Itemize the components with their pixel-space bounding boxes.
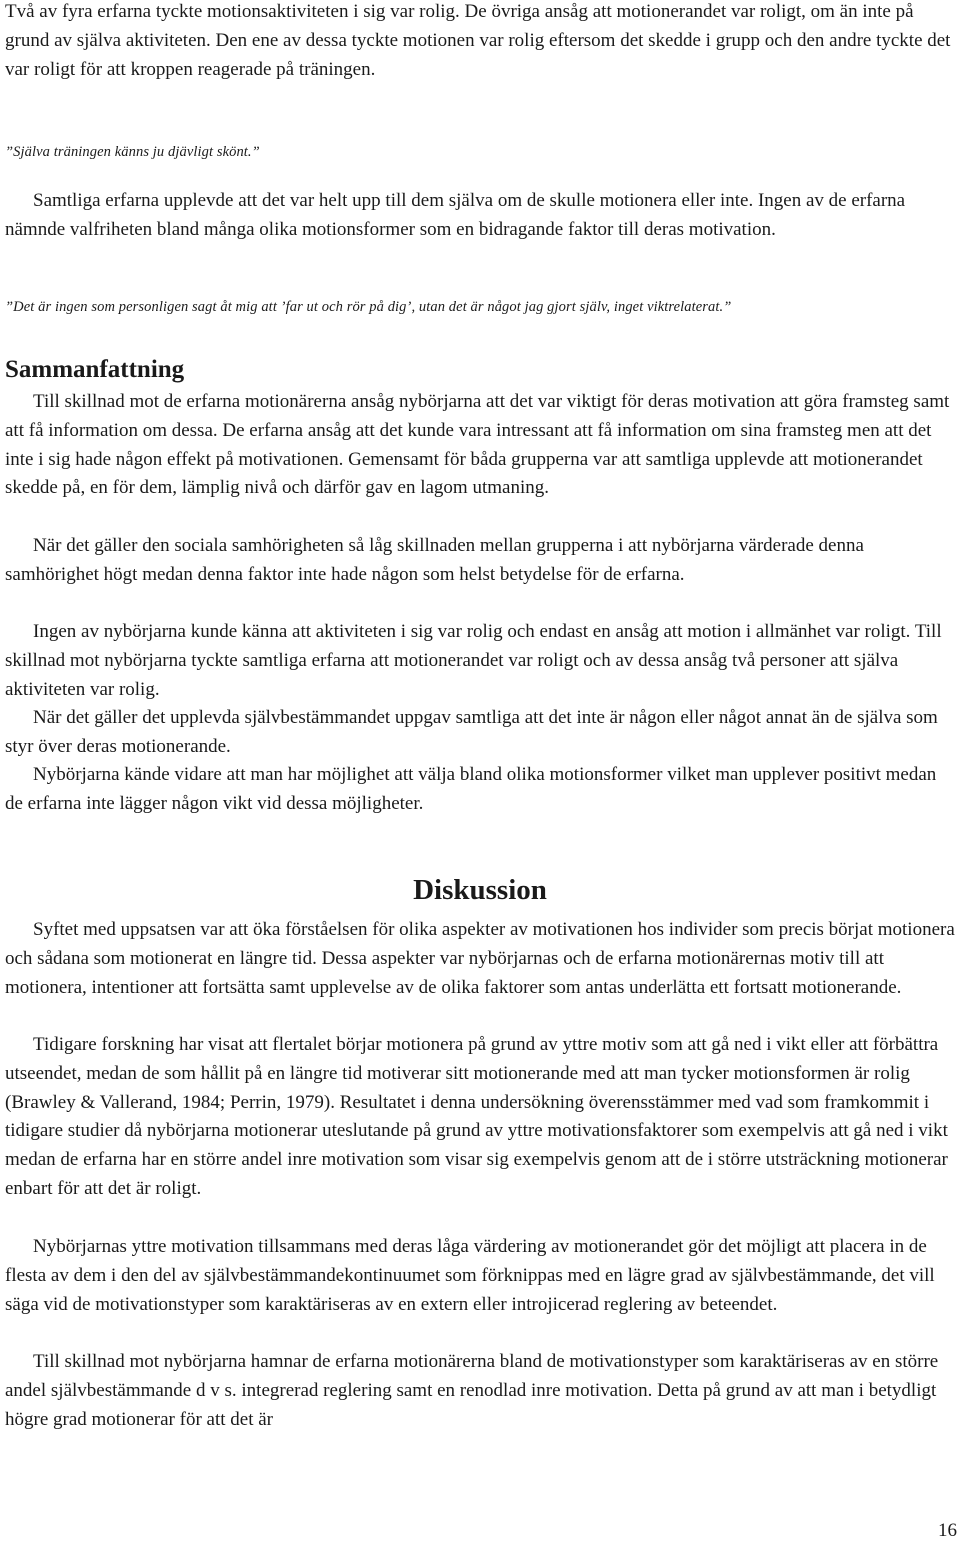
summary-paragraph-4: När det gäller det upplevda självbestämmandet uppgav samtliga att det inte är någon eller något annat än de själva som styr över deras motionerande. (5, 707, 938, 757)
summary-paragraph-5: Nybörjarna kände vidare att man har möjlighet att välja bland olika motionsformer vilket man upplever positivt medan de erfarna inte lägger någon vikt vid dessa möjligheter. (5, 764, 937, 814)
discussion-heading: Diskussion (413, 874, 547, 906)
interview-quote: ”Själva träningen känns ju djävligt skönt.” (5, 144, 260, 160)
summary-paragraph-1: Till skillnad mot de erfarna motionärerna ansåg nybörjarna att det var viktigt för deras motivation att göra framsteg samt att få information om dessa. De erfarna ansåg att det kunde vara intressant att få information om sina framsteg men att det inte i sig hade någon effekt på motivationen. Gemensamt för båda grupperna var att samtliga upplevde att motionerandet skedde på, en för dem, lämplig nivå och därför gav en lagom utmaning. (5, 391, 950, 499)
discussion-paragraph-4: Till skillnad mot nybörjarna hamnar de erfarna motionärerna bland de motivationstyper som karaktäriseras av en större andel självbestämmande d v s. integrerad reglering samt en renodlad inre motivation. Detta på grund av att man i betydligt högre grad motionerar för att det är (5, 1351, 939, 1430)
discussion-paragraph-3: Nybörjarnas yttre motivation tillsammans med deras låga värdering av motionerandet gör det möjligt att placera in de flesta av dem i den del av självbestämmandekontinuumet som förknippas med en lägre grad av självbestämmande, det vill säga vid de motivationstyper som karaktäriseras av en extern eller introjicerad reglering av beteendet. (5, 1236, 935, 1315)
summary-paragraph-2: När det gäller den sociala samhörigheten så låg skillnaden mellan grupperna i att nybörjarna värderade denna samhörighet högt medan denna faktor inte hade någon som helst betydelse för de erfarna. (5, 535, 864, 585)
discussion-paragraph-2: Tidigare forskning har visat att flertalet börjar motionera på grund av yttre motiv som att gå ned i vikt eller att förbättra utseendet, medan de som hållit på en längre tid motiverar sitt motionerande med att man tycker motionsformen är rolig (Brawley & Vallerand, 1984; Perrin, 1979). Resultatet i denna undersökning överensstämmer med vad som framkommit i tidigare studier då nybörjarna motionerar uteslutande på grund av yttre motivationsfaktorer som exempelvis att gå ned i vikt medan de erfarna har en större andel inre motivation som visar sig exempelvis genom att de i större utsträckning motionerar enbart för att det är roligt. (5, 1034, 948, 1199)
autonomy-paragraph: Samtliga erfarna upplevde att det var helt upp till dem själva om de skulle motionera eller inte. Ingen av de erfarna nämnde valfriheten bland många olika motionsformer som en bidragande faktor till deras motivation. (5, 190, 906, 240)
interview-quote: ”Det är ingen som personligen sagt åt mig att ’far ut och rör på dig’, utan det är något jag gjort själv, inget viktrelaterat.” (5, 299, 732, 315)
discussion-paragraph-1: Syftet med uppsatsen var att öka förståelsen för olika aspekter av motivationen hos individer som precis börjat motionera och sådana som motionerat en längre tid. Dessa aspekter var nybörjarnas och de erfarna motionärernas motiv till att motionera, intentioner att fortsätta samt upplevelse av de olika faktorer som antas underlätta ett fortsatt motionerande. (5, 919, 955, 998)
summary-heading: Sammanfattning (5, 356, 185, 383)
summary-paragraph-3: Ingen av nybörjarna kunde känna att aktiviteten i sig var rolig och endast en ansåg att motion i allmänhet var roligt. Till skillnad mot nybörjarna tyckte samtliga erfarna att motionerandet var roligt och av dessa ansåg två personer att själva aktiviteten var rolig. (5, 621, 942, 700)
page-number: 16 (938, 1520, 957, 1541)
intro-paragraph: Två av fyra erfarna tyckte motionsaktiviteten i sig var rolig. De övriga ansåg att motionerandet var roligt, om än inte på grund av själva aktiviteten. Den ene av dessa tyckte motionen var rolig eftersom det skedde i grupp och den andre tyckte det var roligt för att kroppen reagerade på träningen. (5, 1, 951, 80)
